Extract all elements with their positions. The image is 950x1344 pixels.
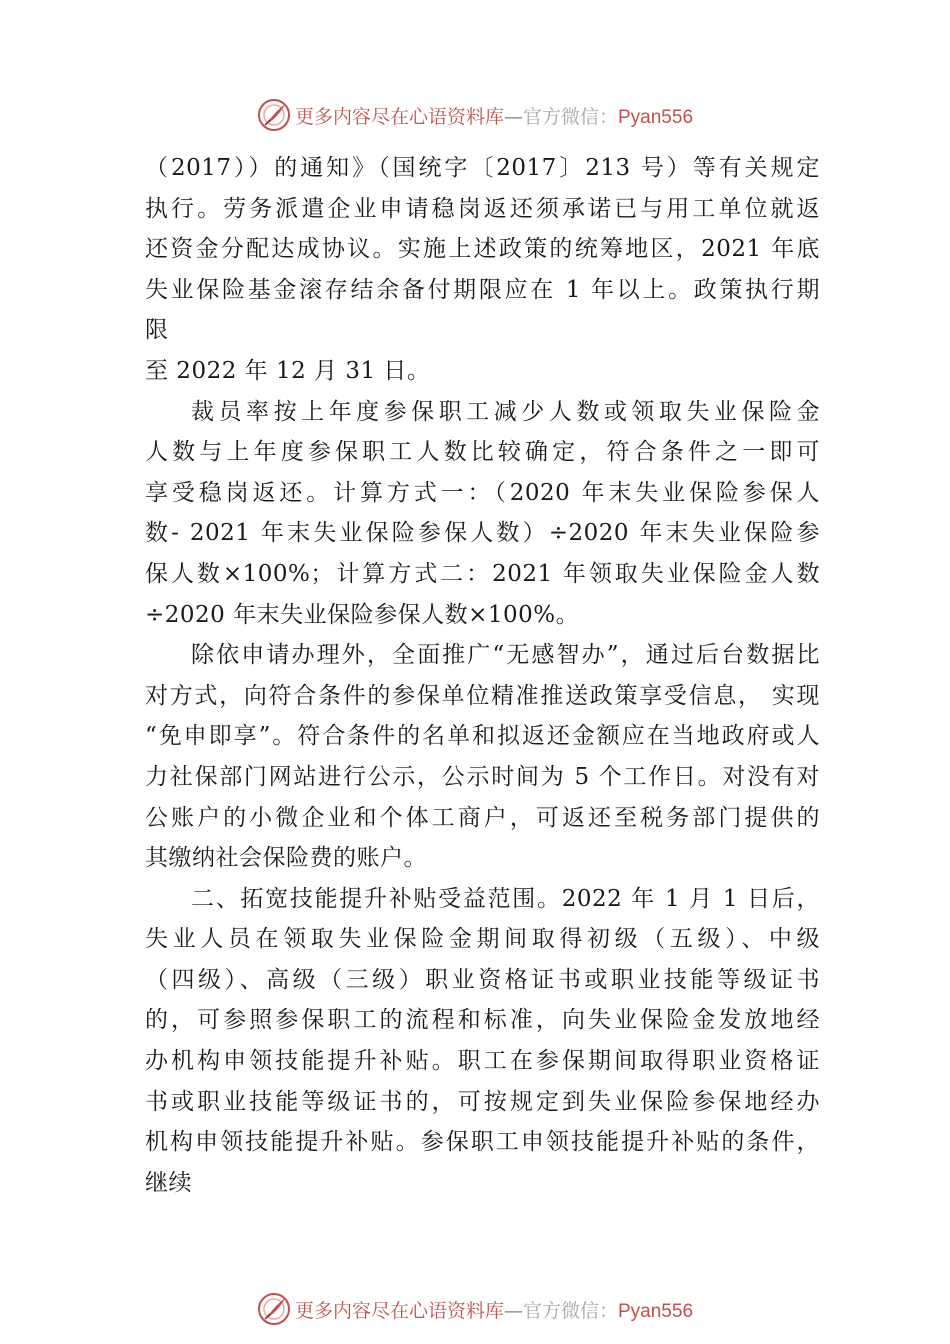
body-line: 失业保险基金滚存结余备付期限应在 1 年以上。政策执行期 <box>145 276 820 303</box>
header-banner <box>0 95 950 135</box>
body-line: 数- 2021 年末失业保险参保人数）÷2020 年末失业保险参 <box>145 520 820 547</box>
header-site: 更多内容尽在心语资料库 <box>294 105 504 128</box>
body-line: 其缴纳社会保险费的账户。 <box>145 845 427 872</box>
footer-dash: — <box>503 1299 523 1322</box>
body-line: 裁员率按上年度参保职工减少人数或领取失业保险金 <box>191 398 820 425</box>
body-line: 的，可参照参保职工的流程和标准，向失业保险金发放地经 <box>145 1007 820 1034</box>
body-line: 保人数×100%；计算方式二：2021 年领取失业保险金人数 <box>145 560 820 587</box>
body-line: 公账户的小微企业和个体工商户，可返还至税务部门提供的 <box>145 804 820 831</box>
body-line: 书或职业技能等级证书的，可按规定到失业保险参保地经办 <box>145 1088 820 1115</box>
footer-text <box>295 1296 693 1323</box>
body-line: 对方式，向符合条件的参保单位精准推送政策享受信息， 实现 <box>145 682 820 709</box>
quill-logo-icon <box>257 98 291 132</box>
body-line: 二、拓宽技能提升补贴受益范围。2022 年 1 月 1 日后， <box>191 885 820 912</box>
body-line: 力社保部门网站进行公示，公示时间为 5 个工作日。对没有对 <box>145 763 820 790</box>
body-line: 至 2022 年 12 月 31 日。 <box>145 357 431 384</box>
body-line: 除依申请办理外，全面推广“无感智办”，通过后台数据比 <box>191 642 820 669</box>
body-line: ÷2020 年末失业保险参保人数×100%。 <box>145 601 580 628</box>
header-dash: — <box>503 105 523 128</box>
body-line: （2017））的通知》（国统字〔2017〕213 号）等有关规定 <box>145 155 820 181</box>
body-line: 限 <box>145 317 169 344</box>
body-line: 人数与上年度参保职工人数比较确定，符合条件之一即可 <box>145 439 820 466</box>
header-wechat-id: Pyan556 <box>618 106 694 128</box>
body-line: 机构申领技能提升补贴。参保职工申领技能提升补贴的条件， <box>145 1129 820 1156</box>
document-body <box>145 148 820 1203</box>
footer-banner <box>0 1289 950 1329</box>
header-text <box>295 102 693 129</box>
quill-logo-icon <box>257 1292 291 1326</box>
body-line: （四级）、高级（三级）职业资格证书或职业技能等级证书 <box>145 966 820 993</box>
body-line: 继续 <box>145 1169 192 1196</box>
footer-site: 更多内容尽在心语资料库 <box>294 1299 504 1322</box>
footer-wechat-id: Pyan556 <box>618 1300 694 1322</box>
body-line: 办机构申领技能提升补贴。职工在参保期间取得职业资格证 <box>145 1048 820 1075</box>
body-line: 失业人员在领取失业保险金期间取得初级（五级）、中级 <box>145 926 820 953</box>
body-line: 享受稳岗返还。计算方式一：（2020 年末失业保险参保人 <box>145 479 820 506</box>
body-line: 还资金分配达成协议。实施上述政策的统筹地区，2021 年底 <box>145 236 820 263</box>
header-wechat-label: 官方微信： <box>522 105 618 128</box>
body-line: 执行。劳务派遣企业申请稳岗返还须承诺已与用工单位就返 <box>145 195 820 222</box>
body-line: “免申即享”。符合条件的名单和拟返还金额应在当地政府或人 <box>145 723 820 750</box>
footer-wechat-label: 官方微信： <box>522 1299 618 1322</box>
